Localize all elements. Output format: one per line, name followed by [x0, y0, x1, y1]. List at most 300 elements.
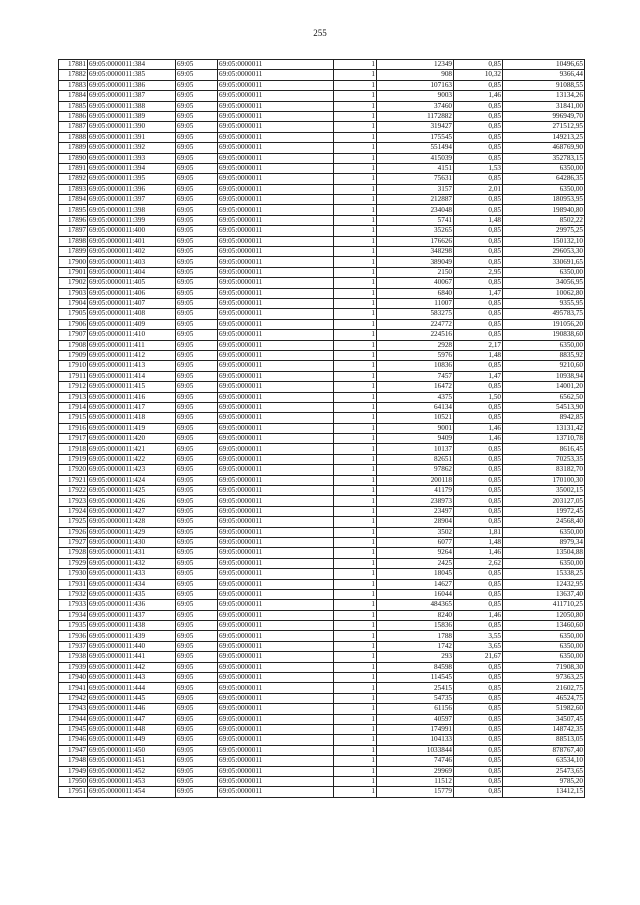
count-cell: 1 [334, 392, 377, 402]
row-number-cell: 17938 [59, 652, 88, 662]
district-code-cell: 69:05 [176, 766, 218, 776]
block-number-cell: 69:05:0000011 [218, 745, 334, 755]
table-row [59, 309, 585, 319]
rate-cell: 0,85 [454, 569, 503, 579]
area-cell: 64134 [377, 402, 454, 412]
district-code-cell: 69:05 [176, 548, 218, 558]
area-cell: 11512 [377, 776, 454, 786]
table-row [59, 454, 585, 464]
area-cell: 84598 [377, 662, 454, 672]
count-cell: 1 [334, 735, 377, 745]
area-cell: 389049 [377, 257, 454, 267]
row-number-cell: 17898 [59, 236, 88, 246]
area-cell: 104133 [377, 735, 454, 745]
rate-cell: 2,01 [454, 184, 503, 194]
area-cell: 6840 [377, 288, 454, 298]
count-cell: 1 [334, 205, 377, 215]
cadastral-number-cell: 69:05:0000011:434 [88, 579, 176, 589]
value-cell: 34056,95 [503, 278, 585, 288]
district-code-cell: 69:05 [176, 132, 218, 142]
table-row [59, 80, 585, 90]
rate-cell: 1,53 [454, 163, 503, 173]
rate-cell: 0,85 [454, 444, 503, 454]
row-number-cell: 17946 [59, 735, 88, 745]
rate-cell: 0,85 [454, 257, 503, 267]
count-cell: 1 [334, 631, 377, 641]
cadastral-number-cell: 69:05:0000011:398 [88, 205, 176, 215]
table-row [59, 776, 585, 786]
rate-cell: 0,85 [454, 101, 503, 111]
table-row [59, 122, 585, 132]
row-number-cell: 17931 [59, 579, 88, 589]
row-number-cell: 17906 [59, 319, 88, 329]
value-cell: 6350,00 [503, 558, 585, 568]
row-number-cell: 17922 [59, 486, 88, 496]
value-cell: 71908,30 [503, 662, 585, 672]
area-cell: 10836 [377, 361, 454, 371]
count-cell: 1 [334, 506, 377, 516]
table-row [59, 787, 585, 797]
count-cell: 1 [334, 496, 377, 506]
table-row [59, 756, 585, 766]
area-cell: 10521 [377, 413, 454, 423]
rate-cell: 0,85 [454, 673, 503, 683]
area-cell: 293 [377, 652, 454, 662]
table-row [59, 319, 585, 329]
district-code-cell: 69:05 [176, 402, 218, 412]
block-number-cell: 69:05:0000011 [218, 756, 334, 766]
area-cell: 2928 [377, 340, 454, 350]
block-number-cell: 69:05:0000011 [218, 319, 334, 329]
district-code-cell: 69:05 [176, 787, 218, 797]
block-number-cell: 69:05:0000011 [218, 330, 334, 340]
rate-cell: 0,85 [454, 475, 503, 485]
table-row [59, 662, 585, 672]
cadastral-number-cell: 69:05:0000011:435 [88, 589, 176, 599]
cadastral-number-cell: 69:05:0000011:387 [88, 91, 176, 101]
value-cell: 97363,25 [503, 673, 585, 683]
rate-cell: 0,85 [454, 465, 503, 475]
block-number-cell: 69:05:0000011 [218, 776, 334, 786]
row-number-cell: 17885 [59, 101, 88, 111]
rate-cell: 1,48 [454, 537, 503, 547]
district-code-cell: 69:05 [176, 506, 218, 516]
row-number-cell: 17944 [59, 714, 88, 724]
block-number-cell: 69:05:0000011 [218, 70, 334, 80]
district-code-cell: 69:05 [176, 735, 218, 745]
cadastral-number-cell: 69:05:0000011:427 [88, 506, 176, 516]
area-cell: 35265 [377, 226, 454, 236]
count-cell: 1 [334, 278, 377, 288]
table-row [59, 641, 585, 651]
rate-cell: 0,85 [454, 205, 503, 215]
rate-cell: 1,47 [454, 288, 503, 298]
district-code-cell: 69:05 [176, 662, 218, 672]
district-code-cell: 69:05 [176, 122, 218, 132]
count-cell: 1 [334, 725, 377, 735]
table-row [59, 340, 585, 350]
table-row [59, 257, 585, 267]
table-row [59, 714, 585, 724]
rate-cell: 0,85 [454, 226, 503, 236]
cadastral-number-cell: 69:05:0000011:409 [88, 319, 176, 329]
block-number-cell: 69:05:0000011 [218, 558, 334, 568]
row-number-cell: 17895 [59, 205, 88, 215]
table-row [59, 444, 585, 454]
district-code-cell: 69:05 [176, 288, 218, 298]
area-cell: 3157 [377, 184, 454, 194]
district-code-cell: 69:05 [176, 652, 218, 662]
value-cell: 271512,95 [503, 122, 585, 132]
district-code-cell: 69:05 [176, 205, 218, 215]
area-cell: 41179 [377, 486, 454, 496]
cadastral-number-cell: 69:05:0000011:436 [88, 600, 176, 610]
cadastral-number-cell: 69:05:0000011:421 [88, 444, 176, 454]
rate-cell: 0,85 [454, 413, 503, 423]
rate-cell: 0,85 [454, 704, 503, 714]
value-cell: 13637,40 [503, 589, 585, 599]
row-number-cell: 17925 [59, 517, 88, 527]
value-cell: 31841,00 [503, 101, 585, 111]
block-number-cell: 69:05:0000011 [218, 621, 334, 631]
district-code-cell: 69:05 [176, 673, 218, 683]
count-cell: 1 [334, 600, 377, 610]
count-cell: 1 [334, 652, 377, 662]
value-cell: 9210,60 [503, 361, 585, 371]
row-number-cell: 17899 [59, 247, 88, 257]
block-number-cell: 69:05:0000011 [218, 766, 334, 776]
row-number-cell: 17933 [59, 600, 88, 610]
row-number-cell: 17900 [59, 257, 88, 267]
count-cell: 1 [334, 537, 377, 547]
count-cell: 1 [334, 610, 377, 620]
value-cell: 180953,95 [503, 195, 585, 205]
table-row [59, 548, 585, 558]
table-row [59, 195, 585, 205]
table-row [59, 402, 585, 412]
value-cell: 51982,60 [503, 704, 585, 714]
cadastral-number-cell: 69:05:0000011:388 [88, 101, 176, 111]
block-number-cell: 69:05:0000011 [218, 60, 334, 70]
area-cell: 15779 [377, 787, 454, 797]
area-cell: 8240 [377, 610, 454, 620]
row-number-cell: 17950 [59, 776, 88, 786]
block-number-cell: 69:05:0000011 [218, 683, 334, 693]
district-code-cell: 69:05 [176, 111, 218, 121]
row-number-cell: 17881 [59, 60, 88, 70]
cadastral-number-cell: 69:05:0000011:438 [88, 621, 176, 631]
row-number-cell: 17940 [59, 673, 88, 683]
value-cell: 191056,20 [503, 319, 585, 329]
rate-cell: 0,85 [454, 496, 503, 506]
district-code-cell: 69:05 [176, 330, 218, 340]
rate-cell: 0,85 [454, 735, 503, 745]
rate-cell: 1,48 [454, 215, 503, 225]
area-cell: 224516 [377, 330, 454, 340]
rate-cell: 2,17 [454, 340, 503, 350]
value-cell: 24568,40 [503, 517, 585, 527]
cadastral-number-cell: 69:05:0000011:448 [88, 725, 176, 735]
district-code-cell: 69:05 [176, 454, 218, 464]
area-cell: 9264 [377, 548, 454, 558]
table-row [59, 226, 585, 236]
table-row [59, 143, 585, 153]
row-number-cell: 17939 [59, 662, 88, 672]
block-number-cell: 69:05:0000011 [218, 454, 334, 464]
row-number-cell: 17917 [59, 434, 88, 444]
table-row [59, 465, 585, 475]
district-code-cell: 69:05 [176, 143, 218, 153]
block-number-cell: 69:05:0000011 [218, 80, 334, 90]
district-code-cell: 69:05 [176, 589, 218, 599]
area-cell: 1172882 [377, 111, 454, 121]
rate-cell: 0,85 [454, 454, 503, 464]
value-cell: 6350,00 [503, 267, 585, 277]
value-cell: 8616,45 [503, 444, 585, 454]
count-cell: 1 [334, 454, 377, 464]
rate-cell: 0,85 [454, 766, 503, 776]
rate-cell: 0,85 [454, 298, 503, 308]
table-row [59, 745, 585, 755]
district-code-cell: 69:05 [176, 257, 218, 267]
block-number-cell: 69:05:0000011 [218, 350, 334, 360]
area-cell: 9409 [377, 434, 454, 444]
value-cell: 14001,20 [503, 382, 585, 392]
value-cell: 13710,78 [503, 434, 585, 444]
cadastral-number-cell: 69:05:0000011:407 [88, 298, 176, 308]
table-row [59, 371, 585, 381]
district-code-cell: 69:05 [176, 704, 218, 714]
table-row [59, 132, 585, 142]
cadastral-number-cell: 69:05:0000011:447 [88, 714, 176, 724]
cadastral-number-cell: 69:05:0000011:401 [88, 236, 176, 246]
district-code-cell: 69:05 [176, 382, 218, 392]
cadastral-number-cell: 69:05:0000011:399 [88, 215, 176, 225]
block-number-cell: 69:05:0000011 [218, 236, 334, 246]
table-row [59, 174, 585, 184]
area-cell: 5741 [377, 215, 454, 225]
cadastral-number-cell: 69:05:0000011:414 [88, 371, 176, 381]
cadastral-number-cell: 69:05:0000011:446 [88, 704, 176, 714]
block-number-cell: 69:05:0000011 [218, 735, 334, 745]
count-cell: 1 [334, 423, 377, 433]
rate-cell: 0,85 [454, 745, 503, 755]
table-row [59, 589, 585, 599]
count-cell: 1 [334, 787, 377, 797]
table-row [59, 558, 585, 568]
cadastral-number-cell: 69:05:0000011:429 [88, 527, 176, 537]
area-cell: 484365 [377, 600, 454, 610]
count-cell: 1 [334, 330, 377, 340]
district-code-cell: 69:05 [176, 745, 218, 755]
cadastral-number-cell: 69:05:0000011:439 [88, 631, 176, 641]
count-cell: 1 [334, 91, 377, 101]
rate-cell: 0,85 [454, 122, 503, 132]
block-number-cell: 69:05:0000011 [218, 537, 334, 547]
block-number-cell: 69:05:0000011 [218, 111, 334, 121]
table-row [59, 537, 585, 547]
district-code-cell: 69:05 [176, 641, 218, 651]
row-number-cell: 17911 [59, 371, 88, 381]
rate-cell: 2,95 [454, 267, 503, 277]
table-row [59, 621, 585, 631]
value-cell: 19972,45 [503, 506, 585, 516]
rate-cell: 0,85 [454, 236, 503, 246]
cadastral-number-cell: 69:05:0000011:395 [88, 174, 176, 184]
count-cell: 1 [334, 163, 377, 173]
block-number-cell: 69:05:0000011 [218, 444, 334, 454]
count-cell: 1 [334, 745, 377, 755]
value-cell: 8835,92 [503, 350, 585, 360]
row-number-cell: 17916 [59, 423, 88, 433]
area-cell: 14627 [377, 579, 454, 589]
value-cell: 46524,75 [503, 693, 585, 703]
rate-cell: 0,85 [454, 247, 503, 257]
count-cell: 1 [334, 236, 377, 246]
area-cell: 16044 [377, 589, 454, 599]
value-cell: 35002,15 [503, 486, 585, 496]
table-row [59, 298, 585, 308]
area-cell: 176626 [377, 236, 454, 246]
district-code-cell: 69:05 [176, 693, 218, 703]
area-cell: 175545 [377, 132, 454, 142]
rate-cell: 3,65 [454, 641, 503, 651]
block-number-cell: 69:05:0000011 [218, 153, 334, 163]
rate-cell: 0,85 [454, 153, 503, 163]
row-number-cell: 17891 [59, 163, 88, 173]
count-cell: 1 [334, 579, 377, 589]
table-row [59, 247, 585, 257]
value-cell: 64286,35 [503, 174, 585, 184]
area-cell: 25415 [377, 683, 454, 693]
row-number-cell: 17934 [59, 610, 88, 620]
block-number-cell: 69:05:0000011 [218, 371, 334, 381]
table-row [59, 527, 585, 537]
area-cell: 3502 [377, 527, 454, 537]
rate-cell: 0,85 [454, 143, 503, 153]
block-number-cell: 69:05:0000011 [218, 392, 334, 402]
value-cell: 352783,15 [503, 153, 585, 163]
row-number-cell: 17894 [59, 195, 88, 205]
area-cell: 16472 [377, 382, 454, 392]
table-row [59, 70, 585, 80]
row-number-cell: 17889 [59, 143, 88, 153]
count-cell: 1 [334, 309, 377, 319]
count-cell: 1 [334, 776, 377, 786]
area-cell: 28904 [377, 517, 454, 527]
count-cell: 1 [334, 80, 377, 90]
table-body [59, 60, 585, 798]
value-cell: 330691,65 [503, 257, 585, 267]
district-code-cell: 69:05 [176, 413, 218, 423]
block-number-cell: 69:05:0000011 [218, 174, 334, 184]
cadastral-number-cell: 69:05:0000011:391 [88, 132, 176, 142]
row-number-cell: 17943 [59, 704, 88, 714]
row-number-cell: 17928 [59, 548, 88, 558]
count-cell: 1 [334, 693, 377, 703]
rate-cell: 0,85 [454, 486, 503, 496]
table-row [59, 330, 585, 340]
count-cell: 1 [334, 350, 377, 360]
district-code-cell: 69:05 [176, 195, 218, 205]
cadastral-number-cell: 69:05:0000011:422 [88, 454, 176, 464]
cadastral-number-cell: 69:05:0000011:433 [88, 569, 176, 579]
row-number-cell: 17914 [59, 402, 88, 412]
district-code-cell: 69:05 [176, 423, 218, 433]
page-number: 255 [313, 28, 327, 38]
area-cell: 74746 [377, 756, 454, 766]
area-cell: 23497 [377, 506, 454, 516]
district-code-cell: 69:05 [176, 91, 218, 101]
count-cell: 1 [334, 184, 377, 194]
district-code-cell: 69:05 [176, 465, 218, 475]
district-code-cell: 69:05 [176, 80, 218, 90]
count-cell: 1 [334, 704, 377, 714]
cadastral-number-cell: 69:05:0000011:450 [88, 745, 176, 755]
rate-cell: 1,46 [454, 91, 503, 101]
value-cell: 15338,25 [503, 569, 585, 579]
rate-cell: 1,81 [454, 527, 503, 537]
area-cell: 37460 [377, 101, 454, 111]
cadastral-number-cell: 69:05:0000011:390 [88, 122, 176, 132]
cadastral-number-cell: 69:05:0000011:413 [88, 361, 176, 371]
district-code-cell: 69:05 [176, 600, 218, 610]
district-code-cell: 69:05 [176, 215, 218, 225]
area-cell: 583275 [377, 309, 454, 319]
count-cell: 1 [334, 174, 377, 184]
count-cell: 1 [334, 402, 377, 412]
value-cell: 6350,00 [503, 641, 585, 651]
count-cell: 1 [334, 226, 377, 236]
rate-cell: 0,85 [454, 506, 503, 516]
cadastral-number-cell: 69:05:0000011:400 [88, 226, 176, 236]
rate-cell: 0,85 [454, 714, 503, 724]
value-cell: 190838,60 [503, 330, 585, 340]
area-cell: 1742 [377, 641, 454, 651]
rate-cell: 0,85 [454, 683, 503, 693]
value-cell: 495783,75 [503, 309, 585, 319]
cadastral-number-cell: 69:05:0000011:430 [88, 537, 176, 547]
area-cell: 2150 [377, 267, 454, 277]
district-code-cell: 69:05 [176, 163, 218, 173]
block-number-cell: 69:05:0000011 [218, 641, 334, 651]
table-row [59, 423, 585, 433]
cadastral-number-cell: 69:05:0000011:408 [88, 309, 176, 319]
value-cell: 70253,35 [503, 454, 585, 464]
count-cell: 1 [334, 527, 377, 537]
cadastral-number-cell: 69:05:0000011:396 [88, 184, 176, 194]
cadastral-number-cell: 69:05:0000011:404 [88, 267, 176, 277]
table-row [59, 392, 585, 402]
row-number-cell: 17892 [59, 174, 88, 184]
row-number-cell: 17909 [59, 350, 88, 360]
area-cell: 238973 [377, 496, 454, 506]
area-cell: 9001 [377, 423, 454, 433]
area-cell: 11007 [377, 298, 454, 308]
value-cell: 198940,80 [503, 205, 585, 215]
district-code-cell: 69:05 [176, 444, 218, 454]
district-code-cell: 69:05 [176, 60, 218, 70]
table-row [59, 60, 585, 70]
district-code-cell: 69:05 [176, 558, 218, 568]
block-number-cell: 69:05:0000011 [218, 163, 334, 173]
block-number-cell: 69:05:0000011 [218, 662, 334, 672]
value-cell: 13504,88 [503, 548, 585, 558]
value-cell: 996949,70 [503, 111, 585, 121]
rate-cell: 0,85 [454, 776, 503, 786]
cadastral-number-cell: 69:05:0000011:442 [88, 662, 176, 672]
row-number-cell: 17902 [59, 278, 88, 288]
